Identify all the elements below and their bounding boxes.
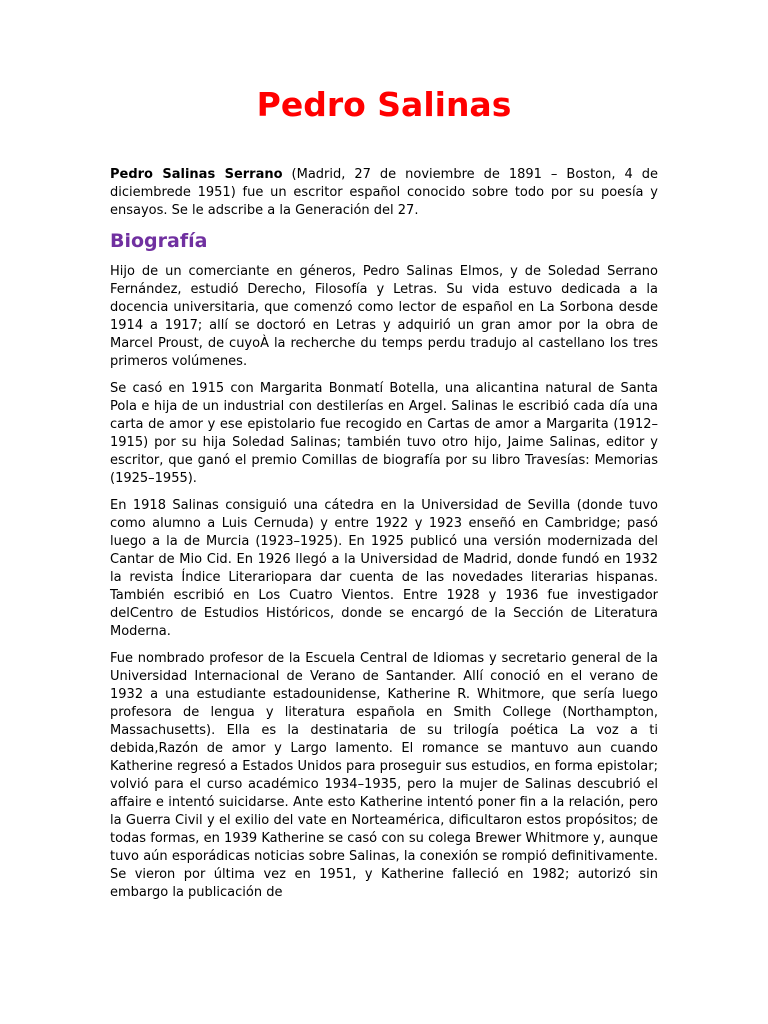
document-title: Pedro Salinas: [256, 85, 512, 124]
intro-bold-name: Pedro Salinas Serrano: [110, 167, 283, 182]
intro-text: (Madrid, 27 de noviembre de 1891 – Boston, 4 de diciembrede 1951) fue un escritor español conocido sobre todo por su poesía y ensayos. Se le adscribe a la Generación del 27.: [110, 167, 658, 218]
section-heading-biografia: Biografía: [110, 230, 208, 252]
intro-paragraph: [110, 166, 658, 220]
body-paragraph-3: En 1918 Salinas consiguió una cátedra en la Universidad de Sevilla (donde tuvo como alumno a Luis Cernuda) y entre 1922 y 1923 enseñó en Cambridge; pasó luego a la de Murcia (1923–1925). En 1925 publicó una versión modernizada del Cantar de Mio Cid. En 1926 llegó a la Universidad de Madrid, donde fundó en 1932 la revista Índice Literariopara dar cuenta de las novedades literarias hispanas. También escribió en Los Cuatro Vientos. Entre 1928 y 1936 fue investigador delCentro de Estudios Históricos, donde se encargó de la Sección de Literatura Moderna.: [110, 498, 658, 639]
document-body: [110, 166, 658, 911]
body-paragraph-4: Fue nombrado profesor de la Escuela Central de Idiomas y secretario general de la Universidad Internacional de Verano de Santander. Allí conoció en el verano de 1932 a una estudiante estadounidense, Katherine R. Whitmore, que sería luego profesora de lengua y literatura española en Smith College (Northampton, Massachusetts). Ella es la destinataria de su trilogía poética La voz a ti debida,Razón de amor y Largo lamento. El romance se mantuvo aun cuando Katherine regresó a Estados Unidos para proseguir sus estudios, en forma epistolar; volvió para el curso académico 1934–1935, pero la mujer de Salinas descubrió el affaire e intentó suicidarse. Ante esto Katherine intentó poner fin a la relación, pero la Guerra Civil y el exilio del vate en Norteamérica, dificultaron estos propósitos; de todas formas, en 1939 Katherine se casó con su colega Brewer Whitmore y, aunque tuvo aún esporádicas noticias sobre Salinas, la conexión se rompió definitivamente. Se vieron por última vez en 1951, y Katherine falleció en 1982; autorizó sin embargo la publicación de: [110, 651, 658, 900]
body-paragraph-2: Se casó en 1915 con Margarita Bonmatí Botella, una alicantina natural de Santa Pola e hija de un industrial con destilerías en Argel. Salinas le escribió cada día una carta de amor y ese epistolario fue recogido en Cartas de amor a Margarita (1912–1915) por su hija Soledad Salinas; también tuvo otro hijo, Jaime Salinas, editor y escritor, que ganó el premio Comillas de biografía por su libro Travesías: Memorias (1925–1955).: [110, 381, 658, 486]
body-paragraph-1: Hijo de un comerciante en géneros, Pedro Salinas Elmos, y de Soledad Serrano Fernández, estudió Derecho, Filosofía y Letras. Su vida estuvo dedicada a la docencia universitaria, que comenzó como lector de español en La Sorbona desde 1914 a 1917; allí se doctoró en Letras y adquirió un gran amor por la obra de Marcel Proust, de cuyoÀ la recherche du temps perdu tradujo al castellano los tres primeros volúmenes.: [110, 264, 658, 369]
